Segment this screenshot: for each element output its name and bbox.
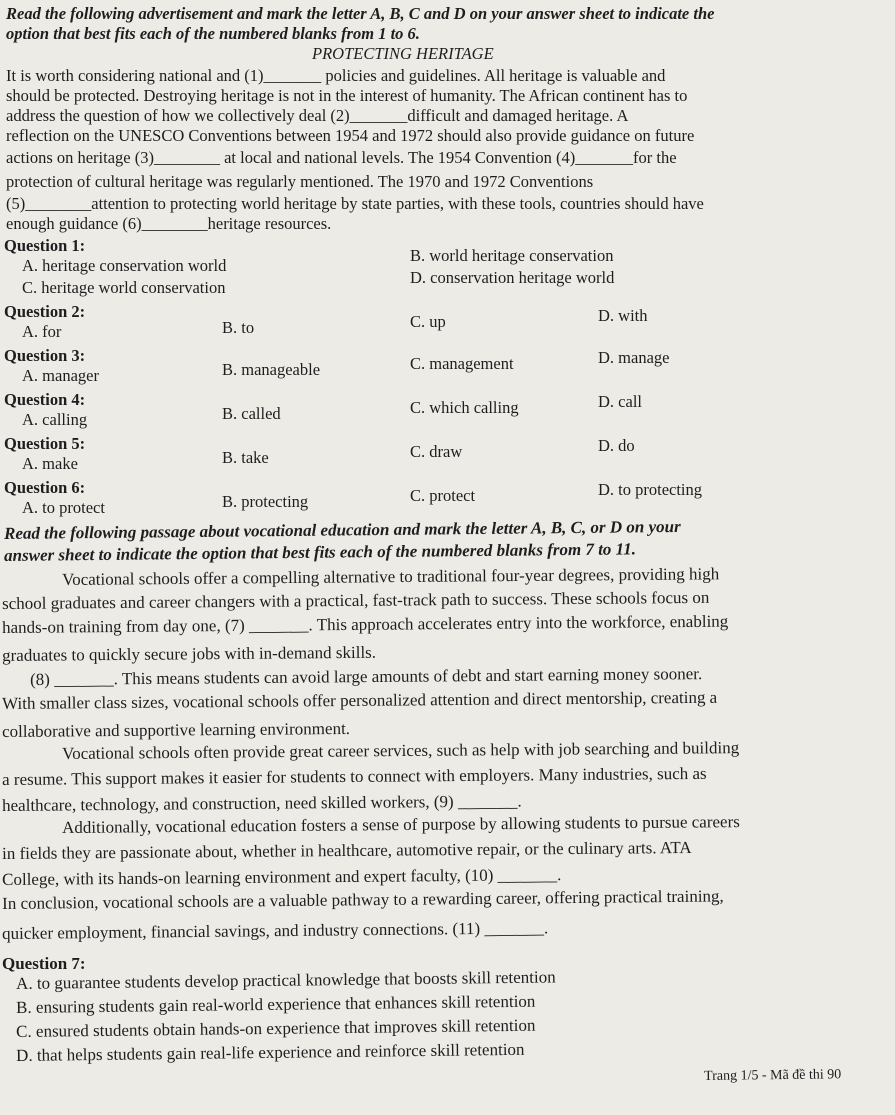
question-1-option-a[interactable]: A. heritage conservation world: [22, 256, 227, 275]
question-1-option-d[interactable]: D. conservation heritage world: [410, 268, 615, 287]
passage1-line-5: actions on heritage (3)________ at local and national levels. The 1954 Convention (4)_______for the: [6, 148, 677, 167]
question-7-option-c[interactable]: C. ensured students obtain hands-on experience that improves skill retention: [16, 1015, 536, 1041]
question-5-option-a[interactable]: A. make: [22, 454, 78, 473]
question-3-label: Question 3:: [4, 346, 86, 365]
question-4-option-b[interactable]: B. called: [222, 404, 281, 423]
passage2-line-5: (8) _______. This means students can avoid large amounts of debt and start earning money sooner.: [30, 664, 703, 689]
question-2-option-d[interactable]: D. with: [598, 306, 648, 325]
passage2-line-3: hands-on training from day one, (7) _______. This approach accelerates entry into the workforce, enabling: [2, 611, 729, 637]
passage2-line-9: a resume. This support makes it easier for students to connect with employers. Many industries, such as: [2, 763, 707, 789]
question-5-option-d[interactable]: D. do: [598, 436, 635, 455]
question-4-label: Question 4:: [4, 390, 86, 409]
question-2-label: Question 2:: [4, 302, 86, 321]
passage1-line-7: (5)________attention to protecting world heritage by state parties, with these tools, countries should have: [6, 194, 704, 213]
question-6-option-c[interactable]: C. protect: [410, 486, 476, 505]
section1-instruction-line-1: Read the following advertisement and mark the letter A, B, C and D on your answer sheet to indicate the: [6, 4, 715, 23]
passage2-line-12: in fields they are passionate about, whether in healthcare, automotive repair, or the culinary arts. ATA: [2, 837, 692, 863]
passage1-line-1: It is worth considering national and (1)_______ policies and guidelines. All heritage is valuable and: [6, 66, 666, 85]
page-footer: Trang 1/5 - Mã đề thi 90: [704, 1067, 842, 1084]
passage2-line-11: Additionally, vocational education fosters a sense of purpose by allowing students to pursue careers: [62, 812, 740, 837]
passage2-line-14: In conclusion, vocational schools are a valuable pathway to a rewarding career, offering practical training,: [2, 886, 724, 913]
passage2-line-13: College, with its hands-on learning environment and expert faculty, (10) _______.: [2, 865, 562, 889]
question-6-option-d[interactable]: D. to protecting: [598, 480, 703, 499]
passage2-line-1: Vocational schools offer a compelling alternative to traditional four-year degrees, providing high: [62, 564, 720, 589]
passage-title: PROTECTING HERITAGE: [312, 44, 494, 63]
question-6-option-a[interactable]: A. to protect: [22, 498, 105, 517]
passage2-line-10: healthcare, technology, and construction, need skilled workers, (9) _______.: [2, 791, 522, 815]
section1-instruction-line-2: option that best fits each of the numbered blanks from 1 to 6.: [6, 24, 420, 43]
passage1-line-4: reflection on the UNESCO Conventions between 1954 and 1972 should also provide guidance on future: [6, 126, 695, 145]
passage2-line-7: collaborative and supportive learning environment.: [2, 718, 351, 741]
question-4-option-d[interactable]: D. call: [598, 392, 642, 411]
passage2-line-15: quicker employment, financial savings, and industry connections. (11) _______.: [2, 918, 549, 943]
question-7-option-d[interactable]: D. that helps students gain real-life experience and reinforce skill retention: [16, 1039, 525, 1065]
question-7-option-a[interactable]: A. to guarantee students develop practical knowledge that boosts skill retention: [16, 967, 556, 993]
question-4-option-c[interactable]: C. which calling: [410, 398, 519, 417]
question-1-option-c[interactable]: C. heritage world conservation: [22, 278, 226, 297]
question-7-label: Question 7:: [2, 954, 86, 973]
question-6-option-b[interactable]: B. protecting: [222, 492, 309, 511]
question-6-label: Question 6:: [4, 478, 86, 497]
passage1-line-8: enough guidance (6)________heritage resources.: [6, 214, 332, 233]
section2-instruction-line-1: Read the following passage about vocational education and mark the letter A, B, C, or D on your: [4, 516, 681, 543]
question-3-option-b[interactable]: B. manageable: [222, 360, 321, 379]
passage2-line-6: With smaller class sizes, vocational schools offer personalized attention and direct mentorship, creating a: [2, 687, 718, 713]
passage1-line-6: protection of cultural heritage was regularly mentioned. The 1970 and 1972 Conventions: [6, 172, 594, 191]
question-2-option-b[interactable]: B. to: [222, 318, 255, 337]
question-3-option-a[interactable]: A. manager: [22, 366, 99, 385]
passage2-line-4: graduates to quickly secure jobs with in-demand skills.: [2, 642, 377, 665]
question-7-option-b[interactable]: B. ensuring students gain real-world experience that enhances skill retention: [16, 991, 536, 1017]
passage1-line-3: address the question of how we collectively deal (2)_______difficult and damaged heritage. A: [6, 106, 629, 125]
passage2-line-8: Vocational schools often provide great career services, such as help with job searching and building: [62, 738, 740, 763]
question-1-option-b[interactable]: B. world heritage conservation: [410, 246, 614, 265]
passage1-line-2: should be protected. Destroying heritage is not in the interest of humanity. The African continent has to: [6, 86, 688, 105]
question-5-option-b[interactable]: B. take: [222, 448, 269, 467]
section2-instruction-line-2: answer sheet to indicate the option that best fits each of the numbered blanks from 7 to 11.: [4, 539, 637, 565]
question-2-option-a[interactable]: A. for: [22, 322, 62, 341]
question-5-label: Question 5:: [4, 434, 86, 453]
question-3-option-d[interactable]: D. manage: [598, 348, 670, 367]
passage2-line-2: school graduates and career changers with a practical, fast-track path to success. These schools focus on: [2, 587, 710, 613]
question-2-option-c[interactable]: C. up: [410, 312, 446, 331]
question-5-option-c[interactable]: C. draw: [410, 442, 463, 461]
question-1-label: Question 1:: [4, 236, 86, 255]
question-4-option-a[interactable]: A. calling: [22, 410, 88, 429]
question-3-option-c[interactable]: C. management: [410, 354, 514, 373]
